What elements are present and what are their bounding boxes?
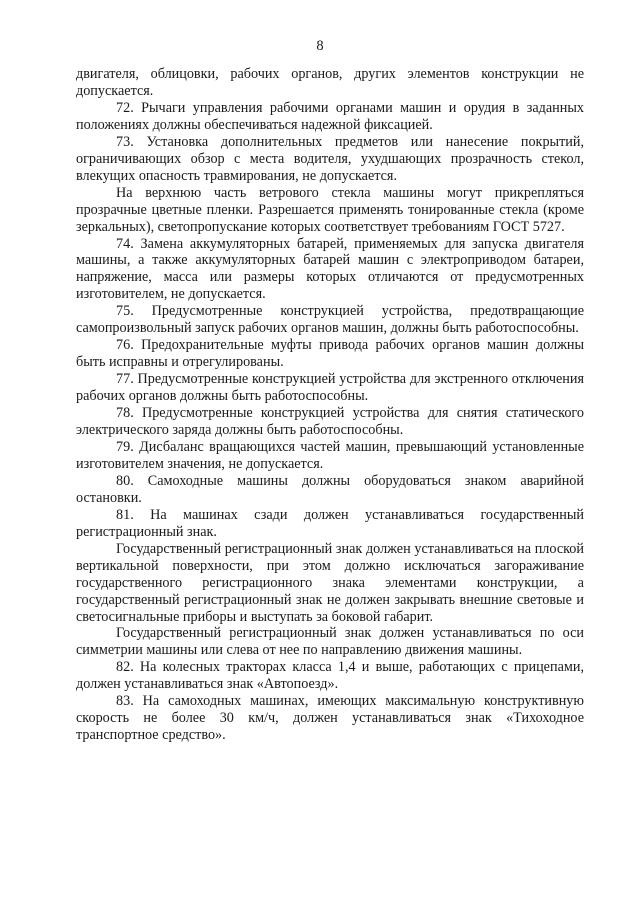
paragraph: 81. На машинах сзади должен устанавливаться государственный регистрационный знак. — [76, 506, 584, 540]
paragraph: двигателя, облицовки, рабочих органов, других элементов конструкции не допускается. — [76, 66, 584, 99]
paragraph: 77. Предусмотренные конструкцией устройства для экстренного отключения рабочих органов должны быть работоспособны. — [76, 371, 584, 405]
paragraph: 80. Самоходные машины должны оборудоваться знаком аварийной остановки. — [76, 472, 584, 506]
paragraph: Государственный регистрационный знак должен устанавливаться по оси симметрии машины или слева от нее по направлению движения машины. — [76, 625, 584, 659]
paragraph: 73. Установка дополнительных предметов или нанесение покрытий, ограничивающих обзор с места водителя, ухудшающих прозрачность стекол, влекущих опасность травмирования, не допускается. — [76, 133, 584, 184]
paragraph: 74. Замена аккумуляторных батарей, применяемых для запуска двигателя машины, а также аккумуляторных батарей машин с электроприводом батареи, напряжение, масса или размеры которых отличаются от предусмотренных изготовителем, не допускается. — [76, 235, 584, 303]
paragraph: 79. Дисбаланс вращающихся частей машин, превышающий установленные изготовителем значения, не допускается. — [76, 438, 584, 472]
paragraph: 83. На самоходных машинах, имеющих максимальную конструктивную скорость не более 30 км/ч, должен устанавливаться знак «Тихоходное транспортное средство». — [76, 693, 584, 744]
paragraph: 72. Рычаги управления рабочими органами машин и орудия в заданных положениях должны обеспечиваться надежной фиксацией. — [76, 99, 584, 133]
paragraph: 82. На колесных тракторах класса 1,4 и выше, работающих с прицепами, должен устанавливаться знак «Автопоезд». — [76, 659, 584, 693]
paragraph: 78. Предусмотренные конструкцией устройства для снятия статического электрического заряда должны быть работоспособны. — [76, 405, 584, 439]
page-number: 8 — [316, 38, 324, 54]
paragraph: Государственный регистрационный знак должен устанавливаться на плоской вертикальной поверхности, при этом должно исключаться загораживание государственного регистрационного знака элементами конструкции, а государственный регистрационный знак не должен закрывать внешние световые и светосигнальные приборы и выступать за боковой габарит. — [76, 540, 584, 625]
document-body — [76, 66, 584, 744]
paragraph: 75. Предусмотренные конструкцией устройства, предотвращающие самопроизвольный запуск рабочих органов машин, должны быть работоспособны. — [76, 303, 584, 337]
paragraph: На верхнюю часть ветрового стекла машины могут прикрепляться прозрачные цветные пленки. Разрешается применять тонированные стекла (кроме зеркальных), светопропускание которых соответствует требованиям ГОСТ 5727. — [76, 184, 584, 235]
paragraph: 76. Предохранительные муфты привода рабочих органов машин должны быть исправны и отрегулированы. — [76, 337, 584, 371]
